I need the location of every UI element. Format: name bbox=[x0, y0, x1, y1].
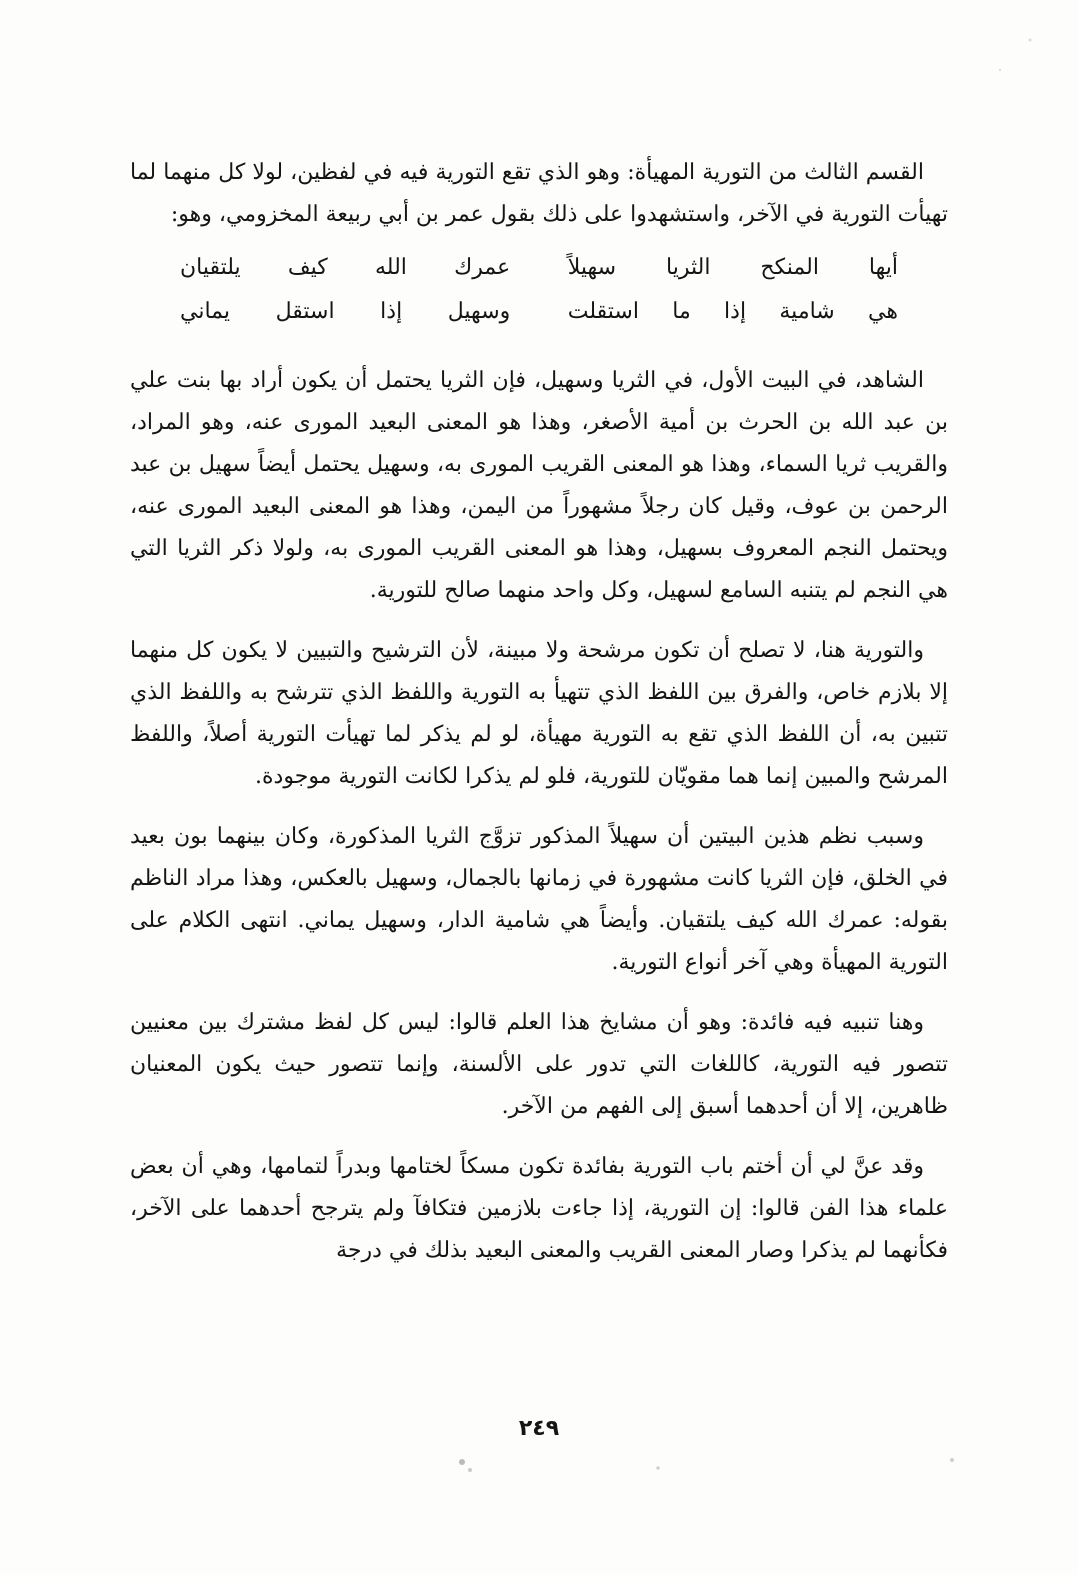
paragraph-6: وقد عنَّ لي أن أختم باب التورية بفائدة تكون مسكاً لختامها وبدراً لتمامها، وهي أن بعض علماء هذا الفن قالوا: إن التورية، إذا جاءت بلازمين فتكافآ ولم يترجح أحدهما على الآخر، فكأنهما لم يذكرا وصار المعنى القريب والمعنى البعيد بذلك في درجة bbox=[130, 1154, 948, 1263]
verse-1-second-hemistich: عمرك الله كيف يلتقيان bbox=[180, 255, 511, 280]
page-body bbox=[130, 152, 948, 1290]
verse-2 bbox=[180, 290, 898, 334]
page-number: ٢٤٩ bbox=[518, 1416, 560, 1441]
paragraph-5: وهنا تنبيه فيه فائدة: وهو أن مشايخ هذا العلم قالوا: ليس كل لفظ مشترك بين معنيين تتصور فيه التورية، كاللغات التي تدور على الألسنة، وإنما تتصور حيث يكون المعنيان ظاهرين، إلا أن أحدهما أسبق إلى الفهم من الآخر. bbox=[130, 1010, 948, 1119]
paragraph-2: الشاهد، في البيت الأول، في الثريا وسهيل، فإن الثريا يحتمل أن يكون أراد بها بنت علي بن عبد الله بن الحرث بن أمية الأصغر، وهذا هو المعنى البعيد المورى عنه، وهو المراد، والقريب ثريا السماء، وهذا هو المعنى القريب المورى به، وسهيل يحتمل أيضاً سهيل بن عبد الرحمن بن عوف، وقيل كان رجلاً مشهوراً من اليمن، وهذا هو المعنى البعيد المورى عنه، ويحتمل النجم المعروف بسهيل، وهذا هو المعنى القريب المورى به، ولولا ذكر الثريا التي هي النجم لم يتنبه السامع لسهيل، وكل واحد منهما صالح للتورية. bbox=[130, 368, 948, 603]
verse-1 bbox=[180, 246, 898, 290]
verse-1-first-hemistich: أيها المنكح الثريا سهيلاً bbox=[567, 255, 898, 280]
poem-verses bbox=[180, 246, 898, 334]
paragraph-3: والتورية هنا، لا تصلح أن تكون مرشحة ولا مبينة، لأن الترشيح والتبيين لا يكون كل منهما إلا بلازم خاص، والفرق بين اللفظ الذي تتهيأ به التورية واللفظ الذي تترشح به واللفظ الذي تتبين به، أن اللفظ الذي تقع به التورية مهيأة، لو لم يذكر لما تهيأت التورية أصلاً، واللفظ المرشح والمبين إنما هما مقويّان للتورية، فلو لم يذكرا لكانت التورية موجودة. bbox=[130, 638, 948, 789]
paragraph-1: القسم الثالث من التورية المهيأة: وهو الذي تقع التورية فيه في لفظين، لولا كل منهما لما تهيأت التورية في الآخر، واستشهدوا على ذلك بقول عمر بن أبي ربيعة المخزومي، وهو: bbox=[130, 160, 948, 227]
verse-2-first-hemistich: هي شامية إذا ما استقلت bbox=[567, 299, 898, 324]
verse-2-second-hemistich: وسهيل إذا استقل يماني bbox=[180, 299, 511, 324]
paragraph-4: وسبب نظم هذين البيتين أن سهيلاً المذكور تزوَّج الثريا المذكورة، وكان بينهما بون بعيد في الخلق، فإن الثريا كانت مشهورة في زمانها بالجمال، وسهيل بالعكس، وهذا مراد الناظم بقوله: عمرك الله كيف يلتقيان. وأيضاً هي شامية الدار، وسهيل يماني. انتهى الكلام على التورية المهيأة وهي آخر أنواع التورية. bbox=[130, 824, 948, 975]
